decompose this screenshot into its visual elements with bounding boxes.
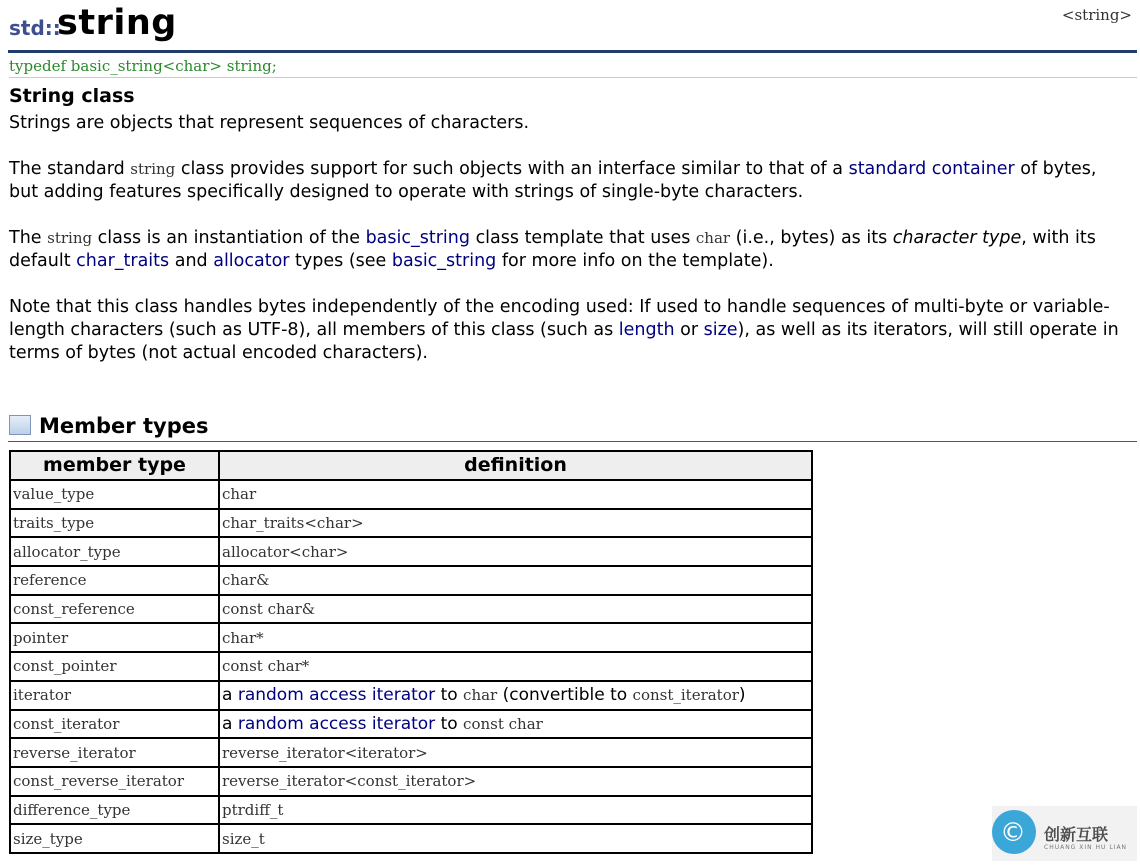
- definition-cell[interactable]: [219, 824, 812, 853]
- watermark: [992, 806, 1137, 861]
- definition-link[interactable]: reverse_iterator<const_iterator>: [222, 772, 477, 791]
- text: The: [9, 228, 48, 248]
- table-row: [10, 767, 812, 796]
- typedef-declaration: typedef basic_string<char> string;: [9, 56, 1137, 78]
- text: The standard: [9, 159, 131, 179]
- text: and: [169, 251, 214, 271]
- member-type-cell: const_iterator: [10, 710, 219, 739]
- table-row: [10, 710, 812, 739]
- size-link[interactable]: size: [703, 320, 738, 340]
- basic-string-link-2[interactable]: basic_string: [391, 251, 497, 271]
- length-link[interactable]: length: [618, 320, 675, 340]
- text: types (see: [289, 251, 392, 271]
- text: class is an instantiation of the: [92, 228, 366, 248]
- definition-link[interactable]: allocator<char>: [222, 542, 349, 561]
- text: ): [738, 685, 746, 706]
- allocator-link[interactable]: allocator: [213, 251, 290, 271]
- text: (i.e., bytes) as its: [730, 228, 893, 248]
- header-divider: [8, 50, 1137, 53]
- member-type-cell: reverse_iterator: [10, 738, 219, 767]
- char-traits-link[interactable]: char_traits: [76, 251, 170, 271]
- column-header-definition: definition: [219, 451, 812, 480]
- definition-cell: [219, 681, 812, 710]
- member-type-cell: size_type: [10, 824, 219, 853]
- member-type-cell: const_reference: [10, 595, 219, 624]
- member-types-heading: [9, 414, 208, 442]
- member-type-cell: allocator_type: [10, 537, 219, 566]
- description-paragraph-1: Strings are objects that represent sequences of characters.: [9, 113, 530, 133]
- table-row: [10, 480, 812, 509]
- definition-cell: char: [219, 480, 812, 509]
- table-row: [10, 623, 812, 652]
- random-access-iterator-link-2[interactable]: random access iterator: [237, 713, 436, 734]
- table-row: [10, 681, 812, 710]
- description-title: String class: [9, 85, 135, 107]
- description-paragraph-4: [9, 296, 1129, 365]
- watermark-text: 创新互联: [1044, 825, 1109, 844]
- inline-code: const_iterator: [632, 686, 739, 705]
- watermark-subtext: CHUANG XIN HU LIAN: [1044, 844, 1128, 851]
- inline-code: char: [463, 686, 498, 705]
- definition-link[interactable]: reverse_iterator<iterator>: [222, 743, 428, 762]
- definition-cell: const char&: [219, 595, 812, 624]
- inline-code: string: [47, 229, 93, 247]
- member-type-cell: const_reverse_iterator: [10, 767, 219, 796]
- description-paragraph-3: [9, 227, 1129, 273]
- watermark-logo-icon: ©: [1000, 818, 1026, 848]
- table-row: [10, 652, 812, 681]
- table-row: [10, 824, 812, 853]
- definition-link[interactable]: ptrdiff_t: [222, 800, 284, 819]
- description-paragraph-2: [9, 158, 1129, 204]
- text: of bytes, but adding features specifically designed to operate with strings of single-byte characters.: [9, 159, 1097, 202]
- text: for more info on the template).: [496, 251, 774, 271]
- definition-cell[interactable]: [219, 509, 812, 538]
- member-type-cell: difference_type: [10, 796, 219, 825]
- table-row: [10, 537, 812, 566]
- description: [9, 84, 1129, 388]
- namespace-label: std::: [9, 16, 61, 40]
- table-row: [10, 796, 812, 825]
- member-types-table: [9, 450, 813, 854]
- inline-code: const char: [463, 714, 543, 733]
- page-header: [0, 0, 1140, 54]
- definition-cell: char*: [219, 623, 812, 652]
- standard-container-link[interactable]: standard container: [848, 159, 1015, 179]
- column-header-member-type: member type: [10, 451, 219, 480]
- definition-cell[interactable]: [219, 537, 812, 566]
- text: ), as well as its iterators, will still operate in terms of bytes (not actual encoded characters).: [9, 320, 1119, 363]
- member-type-cell: traits_type: [10, 509, 219, 538]
- definition-link[interactable]: char_traits<char>: [222, 514, 364, 533]
- definition-cell: [219, 710, 812, 739]
- text: Note that this class handles bytes independently of the encoding used: If used to handle sequences of multi-byte or variable-length characters (such as UTF-8), all members of this class (such as: [9, 297, 1110, 340]
- table-row: [10, 738, 812, 767]
- definition-cell[interactable]: [219, 796, 812, 825]
- text: class template that uses: [470, 228, 696, 248]
- member-type-cell: reference: [10, 566, 219, 595]
- text: class provides support for such objects with an interface similar to that of a: [175, 159, 849, 179]
- text: a: [222, 685, 238, 706]
- member-type-cell: iterator: [10, 681, 219, 710]
- emphasis: character type: [892, 228, 1022, 248]
- member-types-title: Member types: [39, 414, 209, 438]
- text: , with its default: [9, 228, 1096, 271]
- text: to: [435, 713, 464, 734]
- random-access-iterator-link[interactable]: random access iterator: [237, 685, 436, 706]
- member-type-cell: value_type: [10, 480, 219, 509]
- inline-code: string: [130, 160, 176, 178]
- basic-string-link[interactable]: basic_string: [365, 228, 470, 248]
- member-type-cell: const_pointer: [10, 652, 219, 681]
- member-type-cell: pointer: [10, 623, 219, 652]
- definition-cell[interactable]: [219, 738, 812, 767]
- table-row: [10, 509, 812, 538]
- text: (convertible to: [497, 685, 633, 706]
- definition-link[interactable]: size_t: [222, 829, 265, 848]
- text: to: [435, 685, 464, 706]
- section-icon: [9, 415, 31, 435]
- section-divider: [8, 441, 1137, 442]
- definition-cell: char&: [219, 566, 812, 595]
- definition-cell[interactable]: [219, 767, 812, 796]
- definition-cell: const char*: [219, 652, 812, 681]
- inline-code: char: [695, 229, 731, 247]
- header-file-link[interactable]: <string>: [1061, 6, 1132, 24]
- text: or: [674, 320, 704, 340]
- page-title: string: [57, 3, 177, 43]
- table-header-row: [10, 451, 812, 480]
- table-row: [10, 566, 812, 595]
- text: a: [222, 713, 238, 734]
- table-row: [10, 595, 812, 624]
